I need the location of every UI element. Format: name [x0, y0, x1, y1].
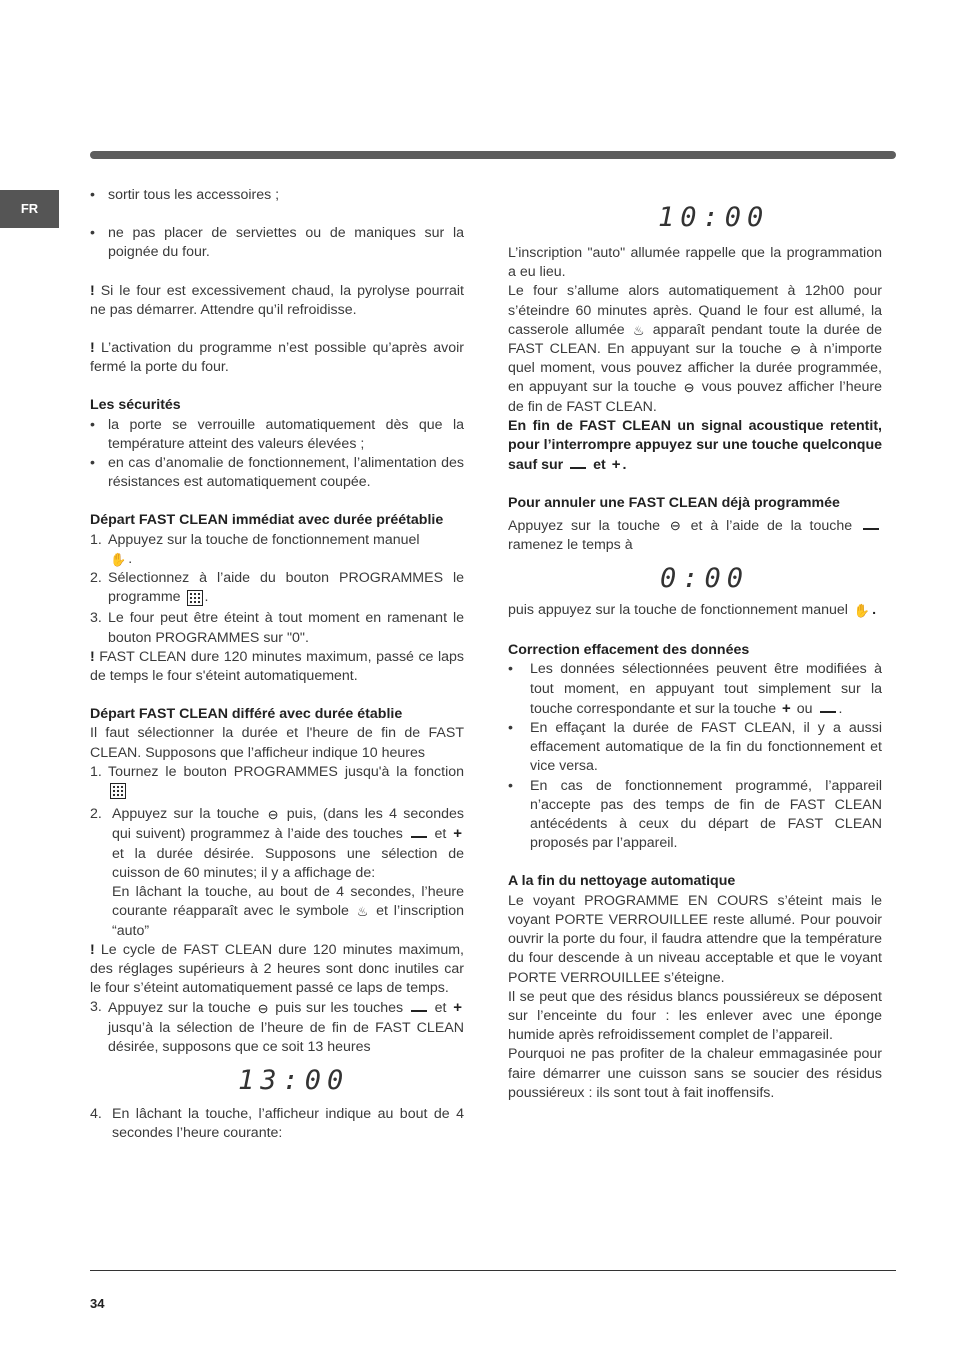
display-10-00: 10:00: [658, 202, 770, 233]
bullet-no-towels: • ne pas placer de serviettes ou de maniques sur la poignée du four.: [90, 224, 464, 262]
left-column: [90, 186, 464, 1143]
plus-icon: +: [782, 699, 791, 717]
delayed-step-2: 2. Appuyez sur la touche ⊖ puis, (dans les 4 secondes qui suivent) programmez à l’aide des touches et + et la durée désirée. Supposons une sélection de cuisson de 60 minutes; il y a affichage de: En lâchant la touche, au bout de 4 secondes, l’heure courante réapparaît avec le symbole ♨ et l’inscription “auto”: [90, 806, 464, 939]
security-bullet-anomaly: • en cas d’anomalie de fonctionnement, l’alimentation des résistances est automatiquement coupée.: [90, 454, 464, 492]
right-column: [508, 200, 882, 1103]
warning-door-closed: ! L’activation du programme n’est possible qu’après avoir fermé la porte du four.: [90, 340, 464, 376]
manual-hand-icon: ✋: [110, 551, 127, 567]
immediate-step-1: 1. Appuyez sur la touche de fonctionnement manuel ✋ .: [90, 531, 420, 567]
minus-icon: [863, 528, 879, 530]
immediate-start-heading: Départ FAST CLEAN immédiat avec durée préétablie: [90, 512, 444, 529]
pot-end-icon: ⊖: [683, 380, 695, 396]
minus-icon: [411, 1010, 427, 1012]
plus-icon: +: [453, 999, 462, 1017]
plus-icon: +: [453, 825, 462, 843]
delayed-warning: ! Le cycle de FAST CLEAN dure 120 minutes maximum, des réglages supérieurs à 2 heures sont donc inutiles car le four s’éteint automatiquement passé ce laps de temps.: [90, 941, 464, 997]
language-tab: FR: [0, 190, 59, 228]
auto-description: Le four s’allume alors automatiquement à 12h00 pour s’éteindre 60 minutes après. Quand le four est allumé, la casserole allumée ♨ apparaît pendant toute la durée de FAST CLEAN. En appuyant sur la touche ⊖ à n’importe quel moment, vous pouvez afficher la durée programmée, en appuyant sur la touche ⊖ vous pouvez afficher l’heure de fin de FAST CLEAN.: [508, 283, 883, 415]
warning-hot-oven: ! Si le four est excessivement chaud, la pyrolyse pourrait ne pas démarrer. Attendre qu’il refroidisse.: [90, 282, 464, 318]
delayed-step-1: 1. Tournez le bouton PROGRAMMES jusqu'à la fonction: [90, 763, 464, 801]
pyrolysis-program-icon: [187, 590, 203, 606]
immediate-step-2: 2. Sélectionnez à l’aide du bouton PROGRAMMES le programme .: [90, 570, 464, 606]
immediate-warning: ! FAST CLEAN dure 120 minutes maximum, passé ce laps de temps le four s'éteint automatiquement.: [90, 648, 464, 685]
cancel-text: Appuyez sur la touche ⊖ et à l’aide de la touche ramenez le temps à: [508, 517, 882, 555]
delayed-intro: Il faut sélectionner la durée et l'heure de fin de FAST CLEAN. Supposons que l’afficheur indique 10 heures: [90, 725, 464, 761]
end-cleaning-p1: Le voyant PROGRAMME EN COURS s’éteint mais le voyant PORTE VERROUILLEE reste allumé. Pour pouvoir ouvrir la porte du four, il faudra attendre que la température du four descende à un niveau acceptable et que le voyant PORTE VERROUILLEE s’éteigne.: [508, 892, 882, 986]
header-rule: [90, 151, 896, 159]
pot-duration-icon: ⊖: [790, 341, 802, 357]
delayed-step-4: 4. En lâchant la touche, l’afficheur indique au bout de 4 secondes l’heure courante:: [90, 1105, 464, 1142]
pot-duration-icon: ⊖: [267, 807, 279, 823]
auto-indicator-text: L’inscription "auto" allumée rappelle que la programmation a eu lieu.: [508, 245, 882, 281]
bullet-remove-accessories: • sortir tous les accessoires ;: [90, 186, 464, 205]
footer-rule: [90, 1270, 896, 1271]
correction-bullet-programmed: • En cas de fonctionnement programmé, l’appareil n’accepte pas des temps de fin de FAST CLEAN antécédents à ceux du départ de FAST CLEAN proposés par l’appareil.: [508, 777, 882, 854]
minus-icon: [820, 711, 836, 713]
pot-duration-icon: ⊖: [669, 518, 681, 534]
cancel-heading: Pour annuler une FAST CLEAN déjà programmée: [508, 495, 840, 512]
pyrolysis-program-icon: [110, 783, 126, 799]
display-0-00: 0:00: [660, 563, 750, 595]
immediate-step-3: 3. Le four peut être éteint à tout moment en ramenant le bouton PROGRAMMES sur "0".: [90, 610, 464, 646]
end-signal-text: En fin de FAST CLEAN un signal acoustique retentit, pour l’interrompre appuyez sur une touche quelconque sauf sur et + .: [508, 417, 882, 474]
minus-icon: [411, 836, 427, 838]
correction-bullet-modify: • Les données sélectionnées peuvent être modifiées à tout moment, en appuyant tout simplement sur la touche correspondante et sur la touche + ou .: [508, 660, 882, 719]
pot-on-icon: ♨: [632, 322, 645, 338]
security-heading: Les sécurités: [90, 397, 181, 414]
delayed-step-3: 3. Appuyez sur la touche ⊖ puis sur les touches et + jusqu’à la sélection de l’heure de fin de FAST CLEAN désirée, supposons que ce soit 13 heures: [90, 999, 464, 1055]
plus-icon: +: [611, 456, 621, 474]
minus-icon: [570, 467, 586, 469]
cancel-text-manual: puis appuyez sur la touche de fonctionnement manuel ✋ .: [508, 602, 877, 619]
display-13-00: 13:00: [238, 1064, 350, 1096]
end-cleaning-p2: Il se peut que des résidus blancs poussiéreux se déposent sur l’enceinte du four : les enlever avec une éponge humide après refroidissement complet de l’appareil.: [508, 988, 882, 1044]
delayed-start-heading: Départ FAST CLEAN différé avec durée établie: [90, 706, 403, 723]
page-number: 34: [90, 1296, 105, 1311]
manual-hand-icon: ✋: [853, 602, 871, 618]
pot-end-icon: ⊖: [257, 1001, 269, 1017]
end-cleaning-heading: A la fin du nettoyage automatique: [508, 873, 736, 890]
correction-bullet-erase: • En effaçant la durée de FAST CLEAN, il y a aussi effacement automatique de la fin du fonctionnement et vice versa.: [508, 719, 882, 777]
pot-on-icon: ♨: [356, 904, 369, 920]
correction-heading: Correction effacement des données: [508, 642, 750, 659]
security-bullet-lock: • la porte se verrouille automatiquement dès que la température atteint des valeurs élevées ;: [90, 416, 464, 454]
end-cleaning-p3: Pourquoi ne pas profiter de la chaleur emmagasinée pour faire démarrer une cuisson sans se soucier des résidus poussiéreux : ils sont tout à fait inoffensifs.: [508, 1046, 882, 1101]
